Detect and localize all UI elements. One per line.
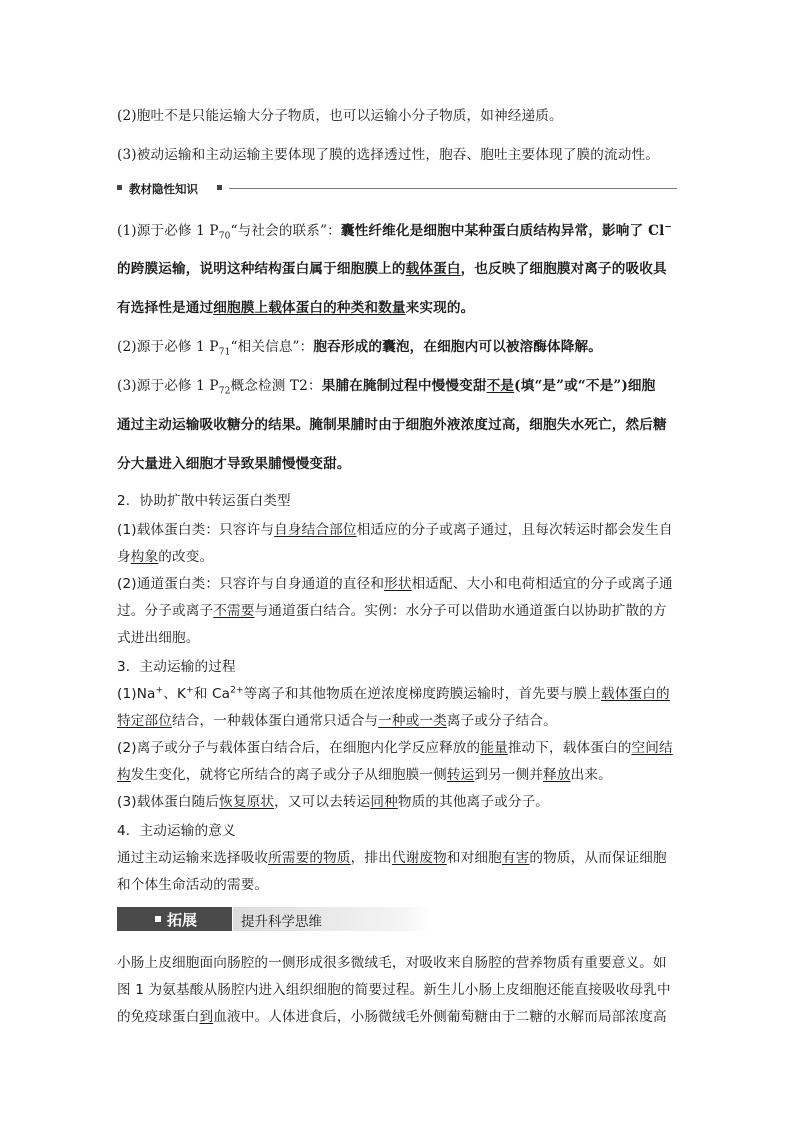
section-3-line-5: (3)载体蛋白随后恢复原状，又可以去转运同种物质的其他离子或分子。 — [117, 794, 550, 810]
paragraph-exocytosis-note: (2)胞吐不是只能运输大分子物质，也可以运输小分子物质，如神经递质。 — [117, 108, 563, 124]
paragraph-membrane-properties: (3)被动运输和主动运输主要体现了膜的选择透过性，胞吞、胞吐主要体现了膜的流动性。 — [117, 147, 659, 163]
section-2-line-1: (1)载体蛋白类：只容许与自身结合部位相适应的分子或离子通过，且每次转运时都会发生自 — [117, 522, 673, 538]
banner-title: 拓展 — [167, 911, 198, 929]
hidden-item-1-line-3: 有选择性是通过细胞膜上载体蛋白的种类和数量来实现的。 — [117, 300, 475, 316]
section-4-line-2: 和个体生命活动的需要。 — [117, 877, 269, 893]
bullet-square-icon — [217, 185, 222, 190]
banner-light-block — [233, 907, 431, 931]
extension-line-3: 的免疫球蛋白到血液中。人体进食后，小肠微绒毛外侧葡萄糖由于二糖的水解而局部浓度高 — [117, 1009, 667, 1025]
hidden-item-2: (2)源于必修 1 $P_{71}“$相关信息”：胞吞形成的囊泡，在细胞内可以被溶酶体降解。 — [117, 339, 603, 358]
extension-line-1: 小肠上皮细胞面向肠腔的一侧形成很多微绒毛，对吸收来自肠腔的营养物质有重要意义。如 — [117, 955, 667, 971]
extension-line-2: 图 1 为氨基酸从肠腔内进入组织细胞的简要过程。新生儿小肠上皮细胞还能直接吸收母乳中 — [117, 982, 671, 998]
hidden-item-3-line-3: 分大量进入细胞才导致果脯慢慢变甜。 — [117, 456, 351, 472]
hidden-item-1-line-2: 的跨膜运输，说明这种结构蛋白属于细胞膜上的载体蛋白，也反映了细胞膜对离子的吸收具 — [117, 261, 667, 277]
section-2-line-3: (2)通道蛋白类：只容许与自身通道的直径和形状相适配、大小和电荷相适宜的分子或离子通 — [117, 576, 673, 592]
hidden-item-3-line-1: (3)源于必修 1 $P_{72}$概念检测 T2：果脯在腌制过程中慢慢变甜不是(填“是”或“不是”)细胞 — [117, 378, 656, 397]
banner-square-icon — [155, 916, 161, 922]
section-4-line-1: 通过主动运输来选择吸收所需要的物质，排出代谢废物和对细胞有害的物质，从而保证细胞 — [117, 850, 667, 866]
hidden-item-3-line-2: 通过主动运输吸收糖分的结果。腌制果脯时由于细胞外液浓度过高，细胞失水死亡，然后糖 — [117, 417, 667, 433]
section-3-line-2: 特定部位结合，一种载体蛋白通常只适合与一种或一类离子或分子结合。 — [117, 713, 557, 729]
section-3-line-4: 构发生变化，就将它所结合的离子或分子从细胞膜一侧转运到另一侧并释放出来。 — [117, 767, 612, 783]
section-heading-label: 教材隐性知识 — [129, 182, 198, 196]
section-3-title: 3．主动运输的过程 — [117, 659, 236, 675]
divider-line — [229, 188, 677, 189]
section-3-line-3: (2)离子或分子与载体蛋白结合后，在细胞内化学反应释放的能量推动下，载体蛋白的空间结 — [117, 740, 673, 756]
section-heading-hidden-knowledge — [117, 181, 677, 197]
section-3-line-1: (1)Na+、K+和 $Ca^{2+}$等离子和其他物质在逆浓度梯度跨膜运输时，首先要与膜上载体蛋白的 — [117, 685, 670, 702]
banner-dark-block — [117, 907, 233, 931]
section-4-title: 4．主动运输的意义 — [117, 823, 236, 839]
hidden-item-1-line-1: (1)源于必修 1 $P_{70}“$与社会的联系”：囊性纤维化是细胞中某种蛋白质结构异常，影响了 Cl− — [117, 222, 673, 242]
banner-subtitle: 提升科学思维 — [241, 914, 322, 930]
section-2-line-2: 身构象的改变。 — [117, 549, 214, 565]
section-2-line-5: 式进出细胞。 — [117, 630, 200, 646]
section-2-title: 2．协助扩散中转运蛋白类型 — [117, 493, 291, 509]
section-2-line-4: 过。分子或离子不需要与通道蛋白结合。实例：水分子可以借助水通道蛋白以协助扩散的方 — [117, 603, 667, 619]
extension-banner — [117, 907, 431, 931]
bullet-square-icon — [117, 185, 122, 190]
